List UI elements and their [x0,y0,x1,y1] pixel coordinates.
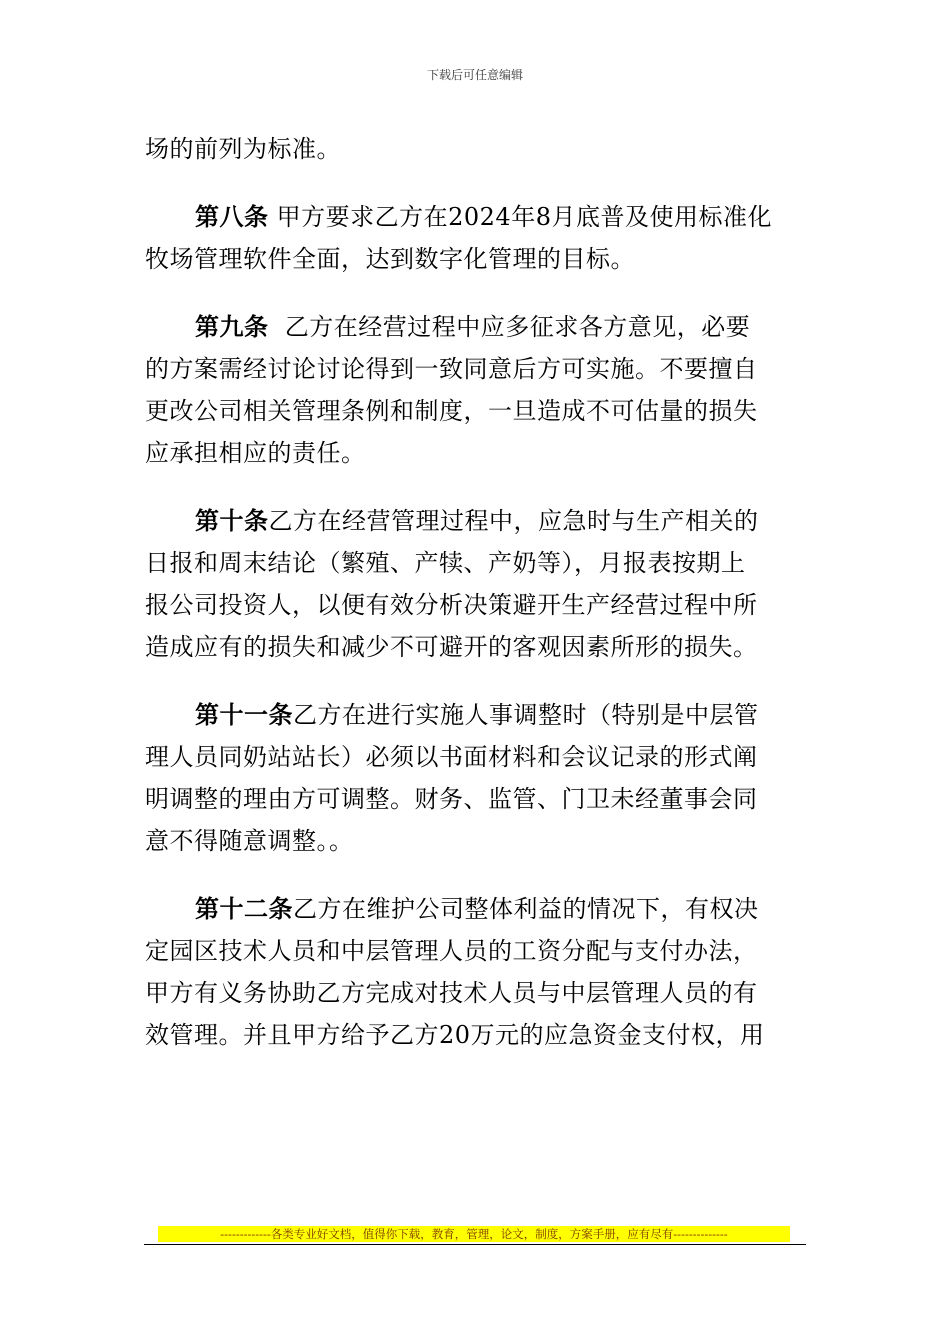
paragraph-line [145,930,810,972]
paragraph-text: 日报和周末结论（繁殖、产犊、产奶等），月报表按期上 [145,549,746,577]
paragraph-line [145,1014,810,1056]
paragraph-line [145,238,810,280]
article-heading: 第十二条 [195,894,293,923]
paragraph-text: 效管理。并且甲方给予乙方20万元的应急资金支付权，用 [145,1021,765,1049]
paragraph-line [145,820,810,862]
paragraph-line [145,736,810,778]
paragraph-text: 明调整的理由方可调整。财务、监管、门卫未经董事会同 [145,785,758,813]
paragraph-text: 乙方在经营管理过程中，应急时与生产相关的 [268,507,759,535]
paragraph-text: 甲方有义务协助乙方完成对技术人员与中层管理人员的有 [145,979,758,1007]
paragraph-line [145,500,810,542]
paragraph-text: 乙方在维护公司整体利益的情况下，有权决 [293,895,759,923]
paragraph-text: 应承担相应的责任。 [145,439,366,467]
paragraph-text: 甲方要求乙方在2024年8月底普及使用标准化 [268,203,772,231]
paragraph-line [145,390,810,432]
paragraph-line [145,888,810,930]
article-heading: 第十一条 [195,700,293,729]
paragraph-text: 乙方在经营过程中应多征求各方意见，必要 [268,313,751,341]
article-heading: 第十条 [195,506,269,535]
paragraph-line [145,196,810,238]
article-heading: 第九条 [195,312,269,341]
footer-divider [144,1244,806,1245]
paragraph-text: 意不得随意调整。。 [145,827,354,855]
paragraph-line [145,694,810,736]
paragraph-line [145,432,810,474]
paragraph-text: 定园区技术人员和中层管理人员的工资分配与支付办法， [145,937,758,965]
paragraph-text: 场的前列为标准。 [145,135,341,163]
paragraph-line [145,128,810,170]
paragraph-text: 理人员同奶站站长）必须以书面材料和会议记录的形式阐 [145,743,758,771]
paragraph-text: 牧场管理软件全面，达到数字化管理的目标。 [145,245,635,273]
paragraph-line [145,306,810,348]
paragraph-line [145,778,810,820]
paragraph-line [145,348,810,390]
article-heading: 第八条 [195,202,269,231]
paragraph-text: 报公司投资人，以便有效分析决策避开生产经营过程中所 [145,591,758,619]
page-header: 下载后可任意编辑 [426,68,523,82]
paragraph-line [145,542,810,584]
paragraph-text: 更改公司相关管理条例和制度，一旦造成不可估量的损失 [145,397,758,425]
footer-banner: -------------各类专业好文档，值得你下载，教育，管理，论文，制度，方案手册，应有尽有-------------- [158,1226,790,1242]
document-body [145,128,810,1056]
paragraph-line [145,972,810,1014]
paragraph-line [145,584,810,626]
paragraph-text: 的方案需经讨论讨论得到一致同意后方可实施。不要擅自 [145,355,758,383]
paragraph-text: 乙方在进行实施人事调整时（特别是中层管 [293,701,759,729]
paragraph-line [145,626,810,668]
paragraph-text: 造成应有的损失和减少不可避开的客观因素所形的损失。 [145,633,758,661]
